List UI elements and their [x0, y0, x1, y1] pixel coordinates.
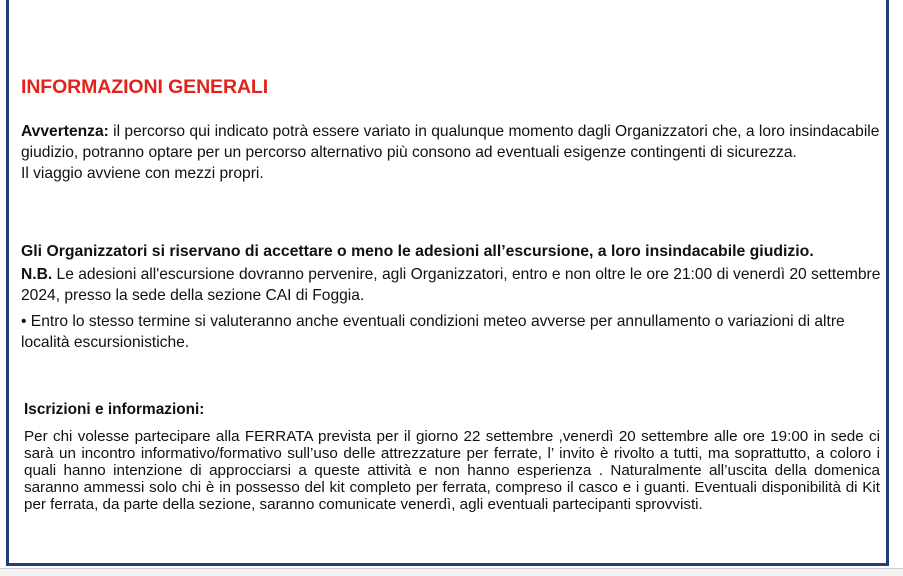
warning-text: il percorso qui indicato potrà essere variato in qualunque momento dagli Organizzatori che, a loro insindacabile giudizio, potranno optare per un percorso alternativo più consono ad eventuali esigenze contingenti di sicurezza. [21, 123, 880, 161]
nb-text: Le adesioni all'escursione dovranno pervenire, agli Organizzatori, entro e non oltre le ore 21:00 di venerdì 20 settembre 2024, presso la sede della sezione CAI di Foggia. [21, 266, 881, 304]
registration-block [24, 402, 880, 513]
travel-note: Il viaggio avviene con mezzi propri. [21, 165, 264, 182]
nb-label: N.B. [21, 266, 53, 283]
registration-heading: Iscrizioni e informazioni: [24, 401, 205, 418]
nb-paragraph [21, 264, 883, 306]
warning-paragraph [21, 121, 883, 163]
weather-note: • Entro lo stesso termine si valuteranno anche eventuali condizioni meteo avverse per annullamento o variazioni di altre località escursionistiche. [21, 313, 845, 351]
warning-label: Avvertenza: [21, 123, 109, 140]
registration-text: Per chi volesse partecipare alla FERRATA prevista per il giorno 22 settembre ,venerdì 20 settembre alle ore 19:00 in sede ci sarà un incontro informativo/formativo sull’uso delle attrezzature per ferrate, l’ invito è rivolto a tutti, ma soprattutto, a coloro i quali hanno intenzione di approcciarsi a queste attività e non hanno esperienza . Naturalmente all’uscita della domenica saranno ammessi solo chi è in possesso del kit completo per ferrata, compreso il casco e i guanti. Eventuali disponibilità di Kit per ferrata, da parte della sezione, saranno comunicate venerdì, agli eventuali partecipanti sprovvisti. [24, 427, 880, 513]
warning-block [21, 121, 883, 184]
organizers-block [21, 243, 883, 353]
section-title: INFORMAZIONI GENERALI [21, 76, 269, 98]
organizers-heading: Gli Organizzatori si riservano di accettare o meno le adesioni all’escursione, a loro insindacabile giudizio. [21, 243, 814, 260]
